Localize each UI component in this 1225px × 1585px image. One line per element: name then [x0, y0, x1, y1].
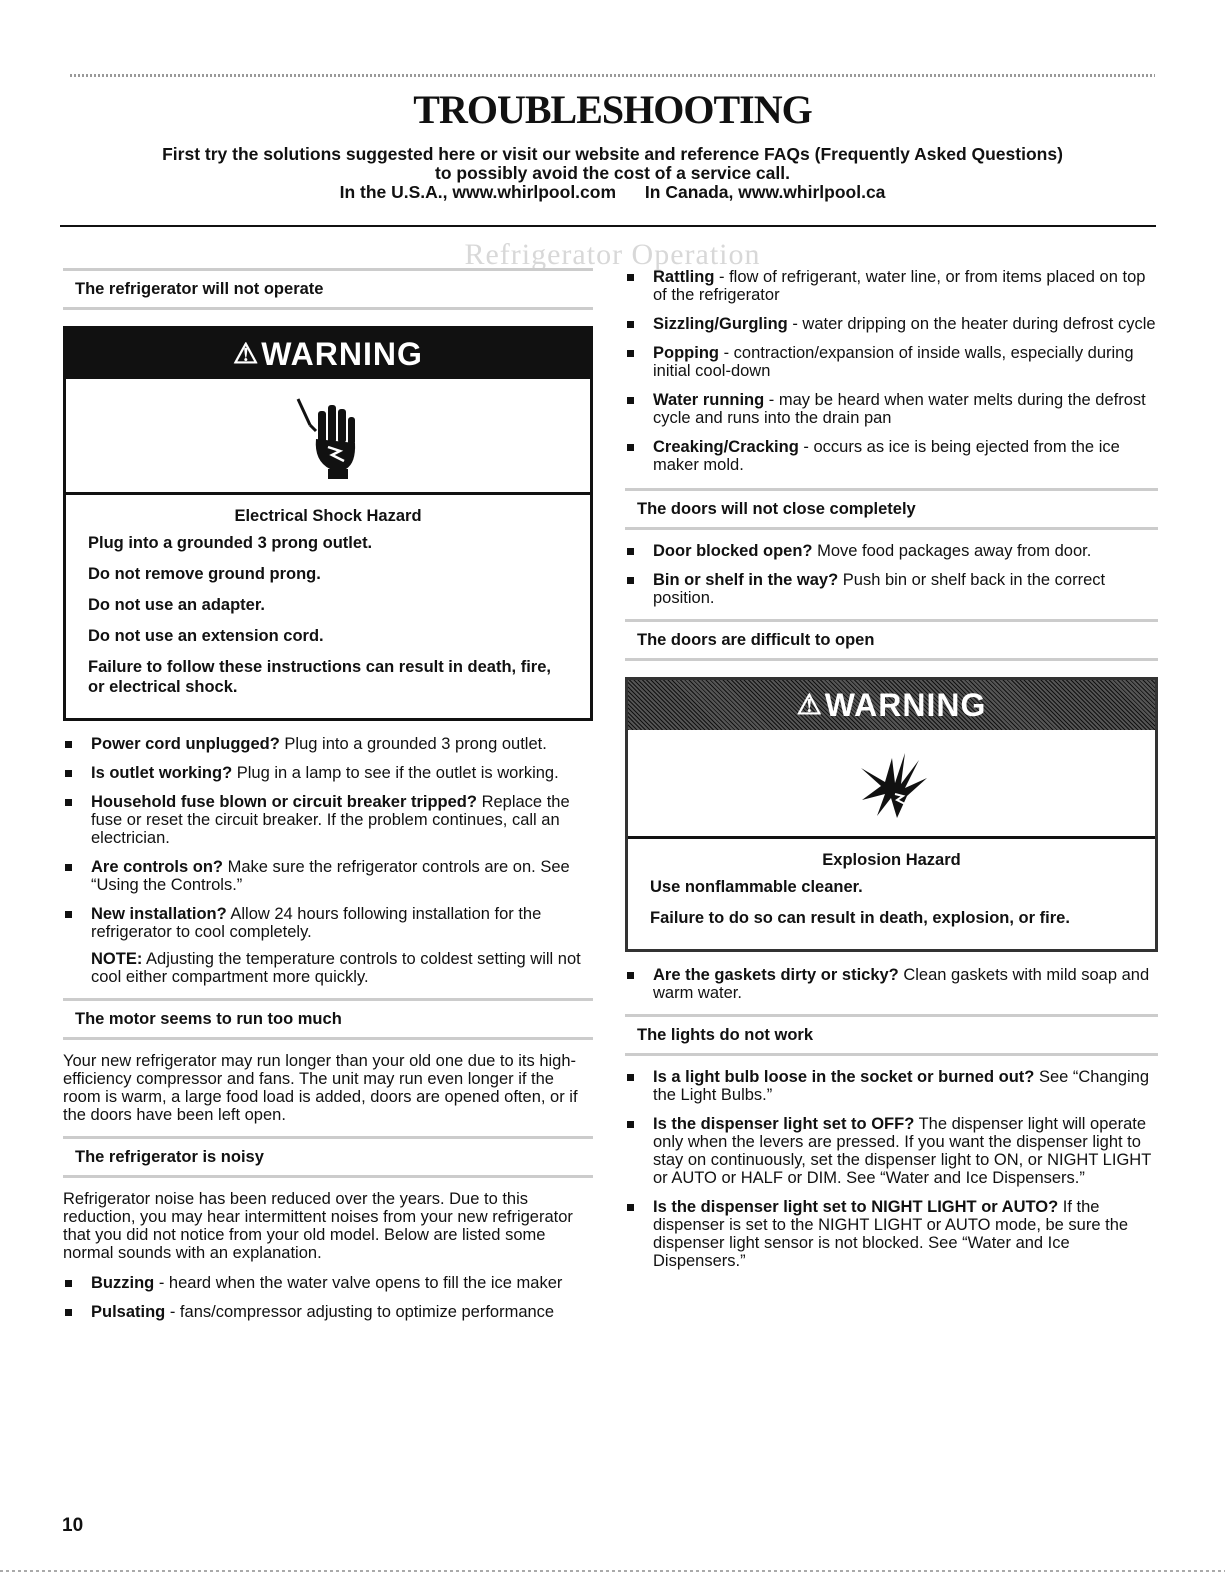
intro — [60, 145, 1165, 202]
warning-banner — [66, 329, 590, 379]
list-item: Pulsating - fans/compressor adjusting to optimize performance — [63, 1303, 593, 1321]
heading-doors-open: The doors are difficult to open — [625, 619, 1158, 661]
section-title: Refrigerator Operation — [464, 238, 761, 271]
intro-line-1: First try the solutions suggested here or visit our website and reference FAQs (Frequently Asked Questions) — [162, 144, 1063, 164]
link-canada[interactable]: In Canada, www.whirlpool.ca — [644, 182, 886, 202]
list-item: Household fuse blown or circuit breaker tripped? Replace the fuse or reset the circuit breaker. If the problem continues, call an electrician. — [63, 793, 593, 847]
hazard-title: Explosion Hazard — [822, 851, 961, 869]
list-item: New installation? Allow 24 hours following installation for the refrigerator to cool completely. — [63, 905, 593, 941]
heading-will-not-operate: The refrigerator will not operate — [63, 268, 593, 310]
list-item: Rattling - flow of refrigerant, water line, or from items placed on top of the refrigerator — [625, 268, 1158, 304]
heading-doors-close: The doors will not close completely — [625, 488, 1158, 530]
list-item: Is outlet working? Plug in a lamp to see if the outlet is working. — [63, 764, 593, 782]
list-item: Door blocked open? Move food packages away from door. — [625, 542, 1158, 560]
heading-motor: The motor seems to run too much — [63, 998, 593, 1040]
list-item: Are the gaskets dirty or sticky? Clean gaskets with mild soap and warm water. — [625, 966, 1158, 1002]
noisy-text: Refrigerator noise has been reduced over the years. Due to this reduction, you may hear intermittent noises from your new refrigerator that you did not notice from your old model. Below are listed some normal sounds with an explanation. — [63, 1190, 573, 1262]
warning-triangle-icon: ⚠ — [796, 689, 823, 720]
instruction: Failure to do so can result in death, explosion, or fire. — [650, 909, 1070, 927]
note: NOTE: Adjusting the temperature controls to coldest setting will not cool either compartment more quickly. — [91, 950, 581, 986]
list-item: Power cord unplugged? Plug into a grounded 3 prong outlet. — [63, 735, 593, 753]
top-dotted-rule — [70, 74, 1155, 77]
list-item: Water running - may be heard when water melts during the defrost cycle and runs into the drain pan — [625, 391, 1158, 427]
link-usa[interactable]: In the U.S.A., www.whirlpool.com — [339, 182, 617, 202]
instruction: Failure to follow these instructions can result in death, fire, or electrical shock. — [88, 658, 551, 696]
list-item: Sizzling/Gurgling - water dripping on the heater during defrost cycle — [625, 315, 1158, 333]
lights-list — [625, 1068, 1158, 1270]
instruction: Do not use an adapter. — [88, 596, 265, 614]
list-item: Is the dispenser light set to NIGHT LIGHT or AUTO? If the dispenser is set to the NIGHT LIGHT or AUTO mode, be sure the dispenser light sensor is not blocked. See “Water and Ice Dispensers.” — [625, 1198, 1158, 1270]
warning-instructions — [66, 533, 590, 718]
heading-noisy: The refrigerator is noisy — [63, 1136, 593, 1178]
instruction: Plug into a grounded 3 prong outlet. — [88, 534, 373, 552]
warning-box-electrical — [63, 326, 593, 721]
list-item: Is a light bulb loose in the socket or burned out? See “Changing the Light Bulbs.” — [625, 1068, 1158, 1104]
electrical-shock-icon — [66, 379, 590, 495]
motor-text: Your new refrigerator may run longer than your old one due to its high-efficiency compressor and fans. The unit may run even longer if the room is warm, a large food load is added, doors are opened often, or if the doors have been left open. — [63, 1052, 578, 1124]
warning-box-explosion — [625, 677, 1158, 952]
left-column — [63, 268, 593, 1332]
sounds-list — [63, 1274, 593, 1321]
warning-label: WARNING — [261, 336, 423, 372]
bottom-dotted-rule — [0, 1570, 1225, 1572]
heading-lights: The lights do not work — [625, 1014, 1158, 1056]
instruction: Do not use an extension cord. — [88, 627, 324, 645]
right-column — [625, 268, 1158, 1281]
explosion-icon — [628, 730, 1155, 839]
intro-line-2: to possibly avoid the cost of a service call. — [435, 163, 790, 183]
warning-triangle-icon: ⚠ — [233, 338, 260, 369]
sounds-list-cont — [625, 268, 1158, 474]
list-item: Creaking/Cracking - occurs as ice is being ejected from the ice maker mold. — [625, 438, 1158, 474]
page-number: 10 — [62, 1515, 84, 1536]
instruction: Do not remove ground prong. — [88, 565, 321, 583]
warning-instructions — [628, 877, 1155, 949]
header-rule — [60, 225, 1156, 227]
gaskets-list — [625, 966, 1158, 1002]
list-item: Is the dispenser light set to OFF? The dispenser light will operate only when the levers are pressed. If you want the dispenser light to stay on continuously, set the dispenser light to ON, or NIGHT LIGHT or AUTO or HALF or DIM. See “Water and Ice Dispensers.” — [625, 1115, 1158, 1187]
will-not-operate-list — [63, 735, 593, 941]
list-item: Bin or shelf in the way? Push bin or shelf back in the correct position. — [625, 571, 1158, 607]
list-item: Are controls on? Make sure the refrigerator controls are on. See “Using the Controls.” — [63, 858, 593, 894]
instruction: Use nonflammable cleaner. — [650, 878, 863, 896]
list-item: Buzzing - heard when the water valve opens to fill the ice maker — [63, 1274, 593, 1292]
warning-banner — [628, 680, 1155, 730]
doors-close-list — [625, 542, 1158, 607]
page-title: TROUBLESHOOTING — [413, 87, 812, 132]
warning-label: WARNING — [824, 687, 987, 723]
list-item: Popping - contraction/expansion of inside walls, especially during initial cool-down — [625, 344, 1158, 380]
website-links — [60, 183, 1165, 202]
hazard-title: Electrical Shock Hazard — [234, 507, 422, 525]
